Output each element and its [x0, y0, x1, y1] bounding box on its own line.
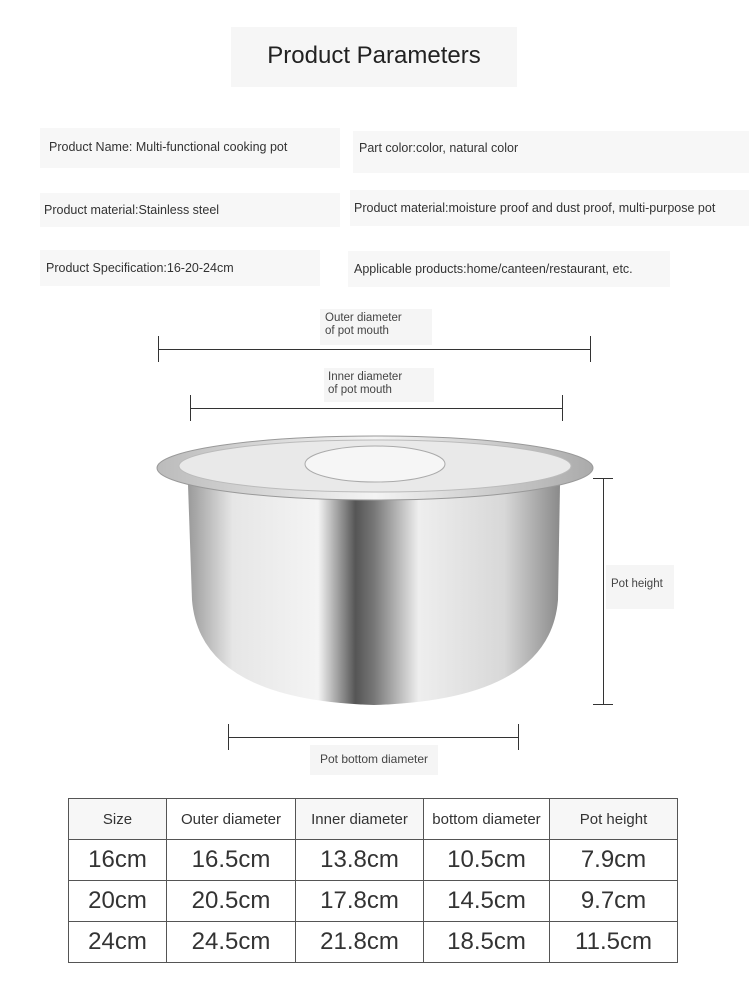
- param-value: home/canteen/restaurant, etc.: [466, 262, 633, 276]
- outer-diameter-label: Outer diameter of pot mouth: [320, 309, 432, 345]
- bottom-diameter-label: Pot bottom diameter: [310, 745, 438, 775]
- param-material: [40, 193, 340, 227]
- param-value: Multi-functional cooking pot: [135, 140, 288, 154]
- table-cell: 13.8cm: [296, 840, 424, 881]
- dimension-tick: [562, 395, 563, 421]
- dimension-tick: [590, 336, 591, 362]
- pot-image: [150, 430, 600, 710]
- size-table: [68, 798, 678, 963]
- outer-diameter-line: [158, 349, 591, 350]
- param-label: Part color:: [359, 141, 416, 155]
- table-cell: 16.5cm: [167, 840, 296, 881]
- table-header: bottom diameter: [424, 799, 550, 840]
- table-header: Size: [69, 799, 167, 840]
- param-label: Product material:: [44, 203, 139, 217]
- table-row: [69, 840, 678, 881]
- param-label: Applicable products:: [354, 262, 467, 276]
- table-cell: 24.5cm: [167, 922, 296, 963]
- table-header: Inner diameter: [296, 799, 424, 840]
- dimension-tick: [518, 724, 519, 750]
- param-specification: [40, 250, 320, 286]
- param-part-color: [353, 131, 749, 173]
- page-title: Product Parameters: [231, 27, 517, 87]
- pot-height-label: Pot height: [606, 565, 674, 609]
- table-cell: 16cm: [69, 840, 167, 881]
- table-row: [69, 922, 678, 963]
- dimension-tick: [228, 724, 229, 750]
- table-cell: 24cm: [69, 922, 167, 963]
- param-label: Product Name:: [49, 140, 133, 154]
- table-cell: 11.5cm: [550, 922, 678, 963]
- table-cell: 14.5cm: [424, 881, 550, 922]
- param-label: Product Specification:: [46, 261, 167, 275]
- lid-handle: [305, 446, 445, 482]
- param-value: moisture proof and dust proof, multi-purpose pot: [448, 201, 716, 215]
- pot-height-line: [603, 478, 604, 704]
- table-row: [69, 881, 678, 922]
- param-label: Product material:: [354, 201, 449, 215]
- param-value: color, natural color: [415, 141, 519, 155]
- table-header-row: [69, 799, 678, 840]
- dimension-tick: [158, 336, 159, 362]
- table-cell: 20cm: [69, 881, 167, 922]
- inner-diameter-label: Inner diameter of pot mouth: [324, 368, 434, 402]
- table-cell: 21.8cm: [296, 922, 424, 963]
- table-cell: 20.5cm: [167, 881, 296, 922]
- table-cell: 17.8cm: [296, 881, 424, 922]
- inner-diameter-line: [190, 408, 563, 409]
- table-cell: 10.5cm: [424, 840, 550, 881]
- table-cell: 18.5cm: [424, 922, 550, 963]
- bottom-diameter-line: [228, 737, 519, 738]
- param-product-name: [40, 128, 340, 168]
- param-value: Stainless steel: [138, 203, 220, 217]
- param-applicable: [348, 251, 670, 287]
- param-material-2: [350, 190, 749, 226]
- table-header: Outer diameter: [167, 799, 296, 840]
- table-cell: 9.7cm: [550, 881, 678, 922]
- dimension-tick: [190, 395, 191, 421]
- table-header: Pot height: [550, 799, 678, 840]
- pot-body: [188, 485, 560, 705]
- table-cell: 7.9cm: [550, 840, 678, 881]
- param-value: 16-20-24cm: [166, 261, 234, 275]
